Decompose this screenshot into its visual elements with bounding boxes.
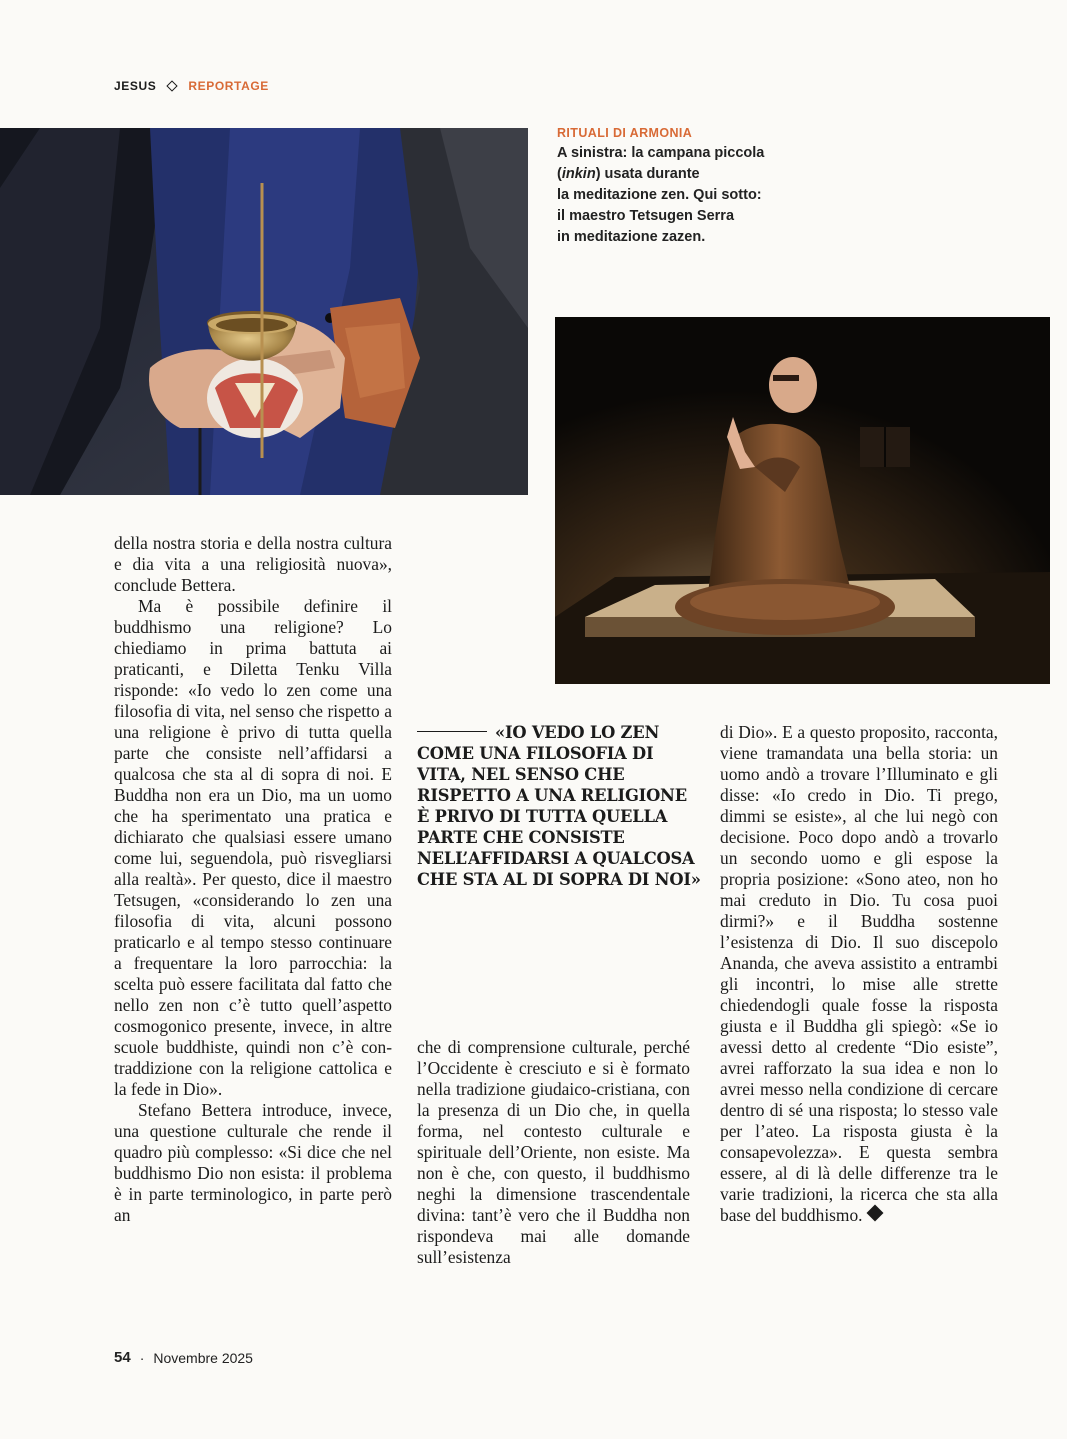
photo-master-zazen xyxy=(555,317,1050,684)
issue-date: Novembre 2025 xyxy=(153,1349,253,1366)
bell-inkin-photo-icon xyxy=(0,128,528,495)
paragraph: Stefano Bettera introduce, invece, una questione culturale che rende il quadro più complesso: «Si dice che nel buddhismo Dio non esista: il problema è in parte terminologico, in parte però an xyxy=(114,1100,392,1225)
page-number: 54 xyxy=(114,1349,131,1366)
caption-line: in meditazione zazen. xyxy=(557,229,706,245)
caption-paren-open: ( xyxy=(557,166,562,182)
magazine-brand: JESUS xyxy=(114,79,157,93)
caption-line: A sinistra: la campana piccola xyxy=(557,145,765,161)
caption-text xyxy=(557,143,797,248)
paragraph: della nostra storia e della nostra cultura e dia vita a una religiosità nuova», conclude Bettera. xyxy=(114,533,392,595)
master-meditating-photo-icon xyxy=(555,317,1050,684)
caption-line: ) usata durante xyxy=(595,166,700,182)
caption-line: la meditazione zen. Qui sotto: xyxy=(557,187,762,203)
running-header xyxy=(114,79,269,93)
paragraph-text: di Dio». E a questo proposito, racconta, viene tramandata una bella storia: un uomo andò a trovare l’Illuminato e gli disse: «Io credo in Dio. Ti prego, dimmi se esiste», al che lui negò con decisione. Poco dopo andò a trovarlo un secondo uomo e gli espose la propria posizione: «Sono ateo, non ho mai creduto in Dio. Tu cosa puoi dirmi?» e il Buddha sostenne l’esistenza di Dio. Il suo discepolo Ananda, che aveva assistito a entrambi gli incontri, lo mise alle strette chiedendogli quale fosse la risposta giusta e il Buddha gli spiegò: «Se io avessi detto al credente “Dio esiste”, avrei rafforzato la sua idea e non lo avrei messo nella condizione di cercare dentro di sé una risposta; lo stesso vale per l’ateo. La risposta giusta è la consapevolezza». E questa sembra essere, al di là delle differenze tra le varie tradizioni, la ricerca che sta alla base del buddhismo. xyxy=(720,722,998,1225)
paragraph: Ma è possibile definire il buddhismo una religione? Lo chiediamo in prima battuta ai praticanti, e Diletta Tenku Villa risponde: «Io vedo lo zen come una filosofia di vita, nel senso che rispetto a una religione è privo di tutta quella parte che consiste nell’affidarsi a qualcosa che sta al di sopra di noi. E Buddha non era un Dio, ma un uomo che ha sperimentato una pratica e dichiarato che qualsiasi essere umano come lui, seguendola, può risvegliarsi alla realtà». Per questo, dice il maestro Tetsugen, «considerando lo zen una filosofia di vita, alcuni possono praticarlo e al tempo stesso continuare a frequentare la loro parrocchia: la scelta può essere facilitata dal fatto che nello zen non c’è tutto quell’aspetto cosmogonico presente, invece, in altre scuole buddhiste, quindi non c’è contraddizione con la religione cattolica e la fede in Dio». xyxy=(114,596,392,1099)
footer-separator: · xyxy=(139,1349,145,1366)
article-column-1 xyxy=(114,533,392,1226)
paragraph xyxy=(720,722,998,1226)
photo-caption xyxy=(557,126,797,248)
section-label: REPORTAGE xyxy=(188,79,269,93)
end-of-article-icon xyxy=(866,1205,883,1222)
caption-line: il maestro Tetsugen Serra xyxy=(557,208,735,224)
pull-quote-text: «IO VEDO LO ZEN COME UNA FILOSOFIA DI VITA, NEL SENSO CHE RISPETTO A UNA RELIGIONE È PRIVO DI TUTTA QUELLA PARTE CHE CONSISTE NELL’AFFIDARSI A QUALCOSA CHE STA AL DI SOPRA DI NOI» xyxy=(417,723,701,889)
pull-quote-rule xyxy=(417,731,487,732)
caption-italic-term: inkin xyxy=(561,166,596,182)
photo-inkin-bell xyxy=(0,128,528,495)
caption-kicker: RITUALI DI ARMONIA xyxy=(557,126,693,140)
diamond-separator-icon xyxy=(167,80,178,91)
paragraph: che di comprensione culturale, perché l’Occidente è cresciuto e si è formato nella tradizione giudaico-cristiana, con la presenza di un Dio che, in quella forma, nel contesto culturale e spirituale dell’Oriente, non esiste. Ma non è che, con questo, il buddhismo neghi la dimensione trascendentale divina: tant’è vero che il Buddha non rispondeva mai alle domande sull’esistenza xyxy=(417,1037,690,1267)
article-column-3 xyxy=(720,722,998,1226)
article-column-2 xyxy=(417,1037,690,1268)
pull-quote xyxy=(417,722,702,890)
page-footer xyxy=(114,1349,253,1366)
